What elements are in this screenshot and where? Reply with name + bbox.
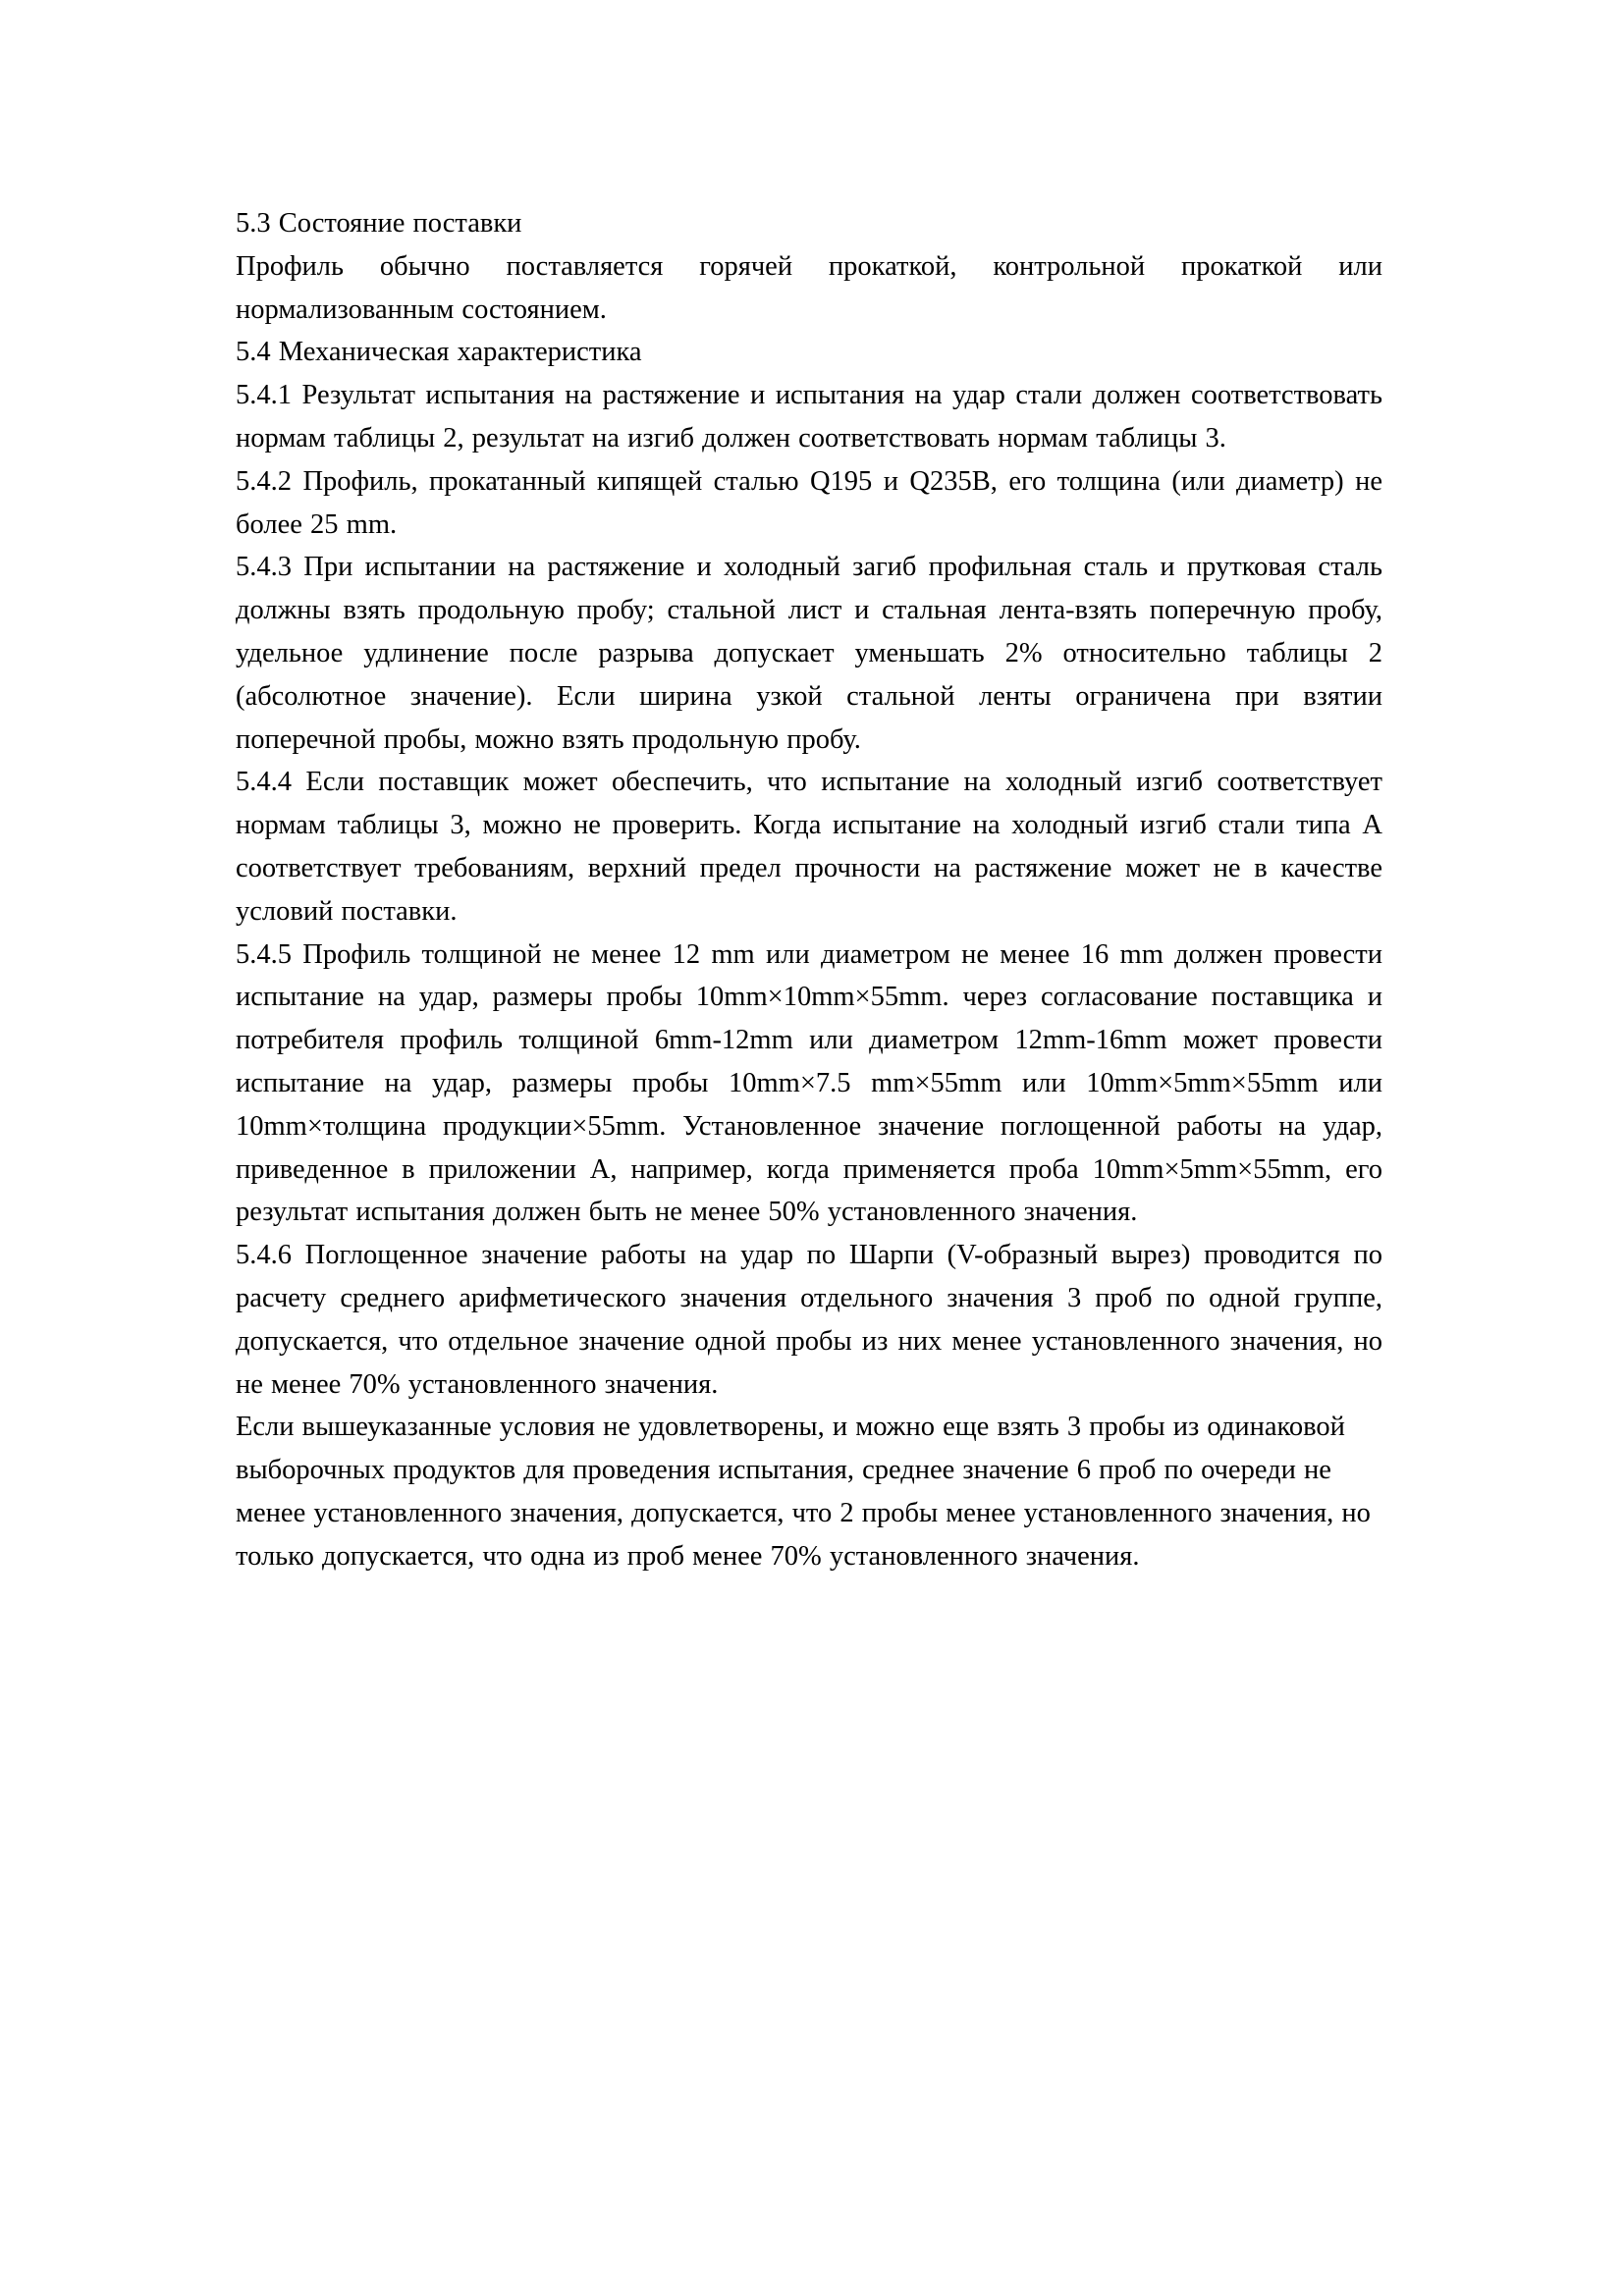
document-text-block [236,202,1382,1578]
section-5-4-heading: 5.4 Механическая характеристика [236,337,642,368]
clause-5-4-5: 5.4.5 Профиль толщиной не менее 12 mm или диаметром не менее 16 mm должен провести испытание на удар, размеры пробы 10mm×10mm×55mm. через согласование поставщика и потребителя профиль толщиной 6mm-12mm или диаметром 12mm-16mm может провести испытание на удар, размеры пробы 10mm×7.5 mm×55mm или 10mm×5mm×55mm или 10mm×толщина продукции×55mm. Установленное значение поглощенной работы на удар, приведенное в приложении А, например, когда применяется проба 10mm×5mm×55mm, его результат испытания должен быть не менее 50% установленного значения. [236,938,1382,1228]
clause-5-4-2: 5.4.2 Профиль, прокатанный кипящей сталью Q195 и Q235B, его толщина (или диаметр) не более 25 mm. [236,465,1382,540]
clause-5-4-3: 5.4.3 При испытании на растяжение и холодный загиб профильная сталь и прутковая сталь должны взять продольную пробу; стальной лист и стальная лента-взять поперечную пробу, удельное удлинение после разрыва допускает уменьшать 2% относительно таблицы 2 (абсолютное значение). Если ширина узкой стальной ленты ограничена при взятии поперечной пробы, можно взять продольную пробу. [236,552,1382,755]
clause-5-4-6: 5.4.6 Поглощенное значение работы на удар по Шарпи (V-образный вырез) проводится по расчету среднего арифметического значения отдельного значения 3 проб по одной группе, допускается, что отдельное значение одной пробы из них менее установленного значения, но не менее 70% установленного значения. [236,1240,1382,1400]
retest-provision: Если вышеуказанные условия не удовлетворены, и можно еще взять 3 пробы из одинаковой выборочных продуктов для проведения испытания, среднее значение 6 проб по очереди не менее установленного значения, допускается, что 2 пробы менее установленного значения, но только допускается, что одна из проб менее 70% установленного значения. [236,1412,1371,1572]
clause-5-4-4: 5.4.4 Если поставщик может обеспечить, что испытание на холодный изгиб соответствует нормам таблицы 3, можно не проверить. Когда испытание на холодный изгиб стали типа А соответствует требованиям, верхний предел прочности на растяжение может не в качестве условий поставки. [236,767,1382,927]
clause-5-4-1: 5.4.1 Результат испытания на растяжение и испытания на удар стали должен соответствовать нормам таблицы 2, результат на изгиб должен соответствовать нормам таблицы 3. [236,380,1382,454]
section-5-3-body: Профиль обычно поставляется горячей прокаткой, контрольной прокаткой или нормализованным состоянием. [236,250,1382,325]
section-5-3-heading: 5.3 Состояние поставки [236,208,522,239]
